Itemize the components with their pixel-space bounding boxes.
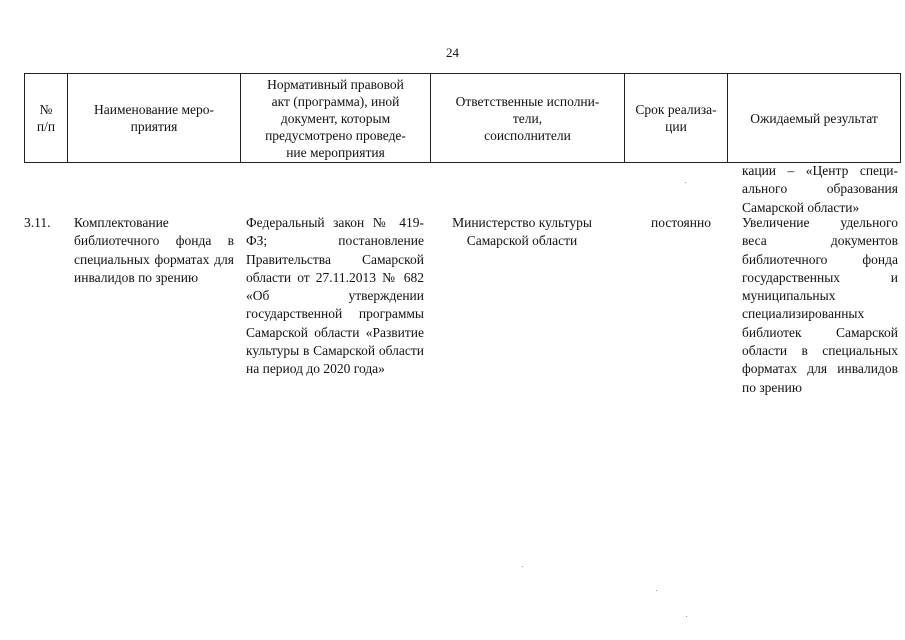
scan-speck <box>656 590 657 591</box>
row-number: 3.11. <box>24 215 51 230</box>
header-event-name: Наименование меро- приятия <box>67 74 240 162</box>
result-continuation: кации – «Центр специ-альногo образования Самарской области» <box>742 163 898 215</box>
scan-speck <box>686 616 687 617</box>
legal-act: Федеральный закон № 419-ФЗ; постановление Правительства Самарской области от 27.11.2013 № 682 «Об утверждении государственной программы Самарской области «Развитие культуры в Самарской области на период до 2020 года» <box>246 215 424 377</box>
implementation-term: постоянно <box>651 215 711 230</box>
responsible-executor: Министерство культуры Самарской области <box>452 215 592 249</box>
header-expected-result: Ожидаемый результат <box>727 74 901 162</box>
page-number: 24 <box>446 45 459 60</box>
header-number: № п/п <box>24 74 67 162</box>
header-responsible: Ответственные исполни- тели, соисполнители <box>430 74 624 162</box>
header-legal-act: Нормативный правовой акт (программа), иной документ, которым предусмотрено проведе- ние мероприятия <box>240 74 430 162</box>
table-header <box>24 73 901 163</box>
header-term: Срок реализа- ции <box>624 74 727 162</box>
event-name: Комплектование библиотечного фонда в специальных форматах для инвалидов по зрению <box>74 215 234 285</box>
scan-speck <box>685 182 686 183</box>
scan-speck <box>522 566 523 567</box>
expected-result: Увеличение удельного веса документов библиотечного фонда государственных и муниципальных специализированных библиотек Самарской области в специальных форматах для инвалидов по зрению <box>742 215 898 395</box>
